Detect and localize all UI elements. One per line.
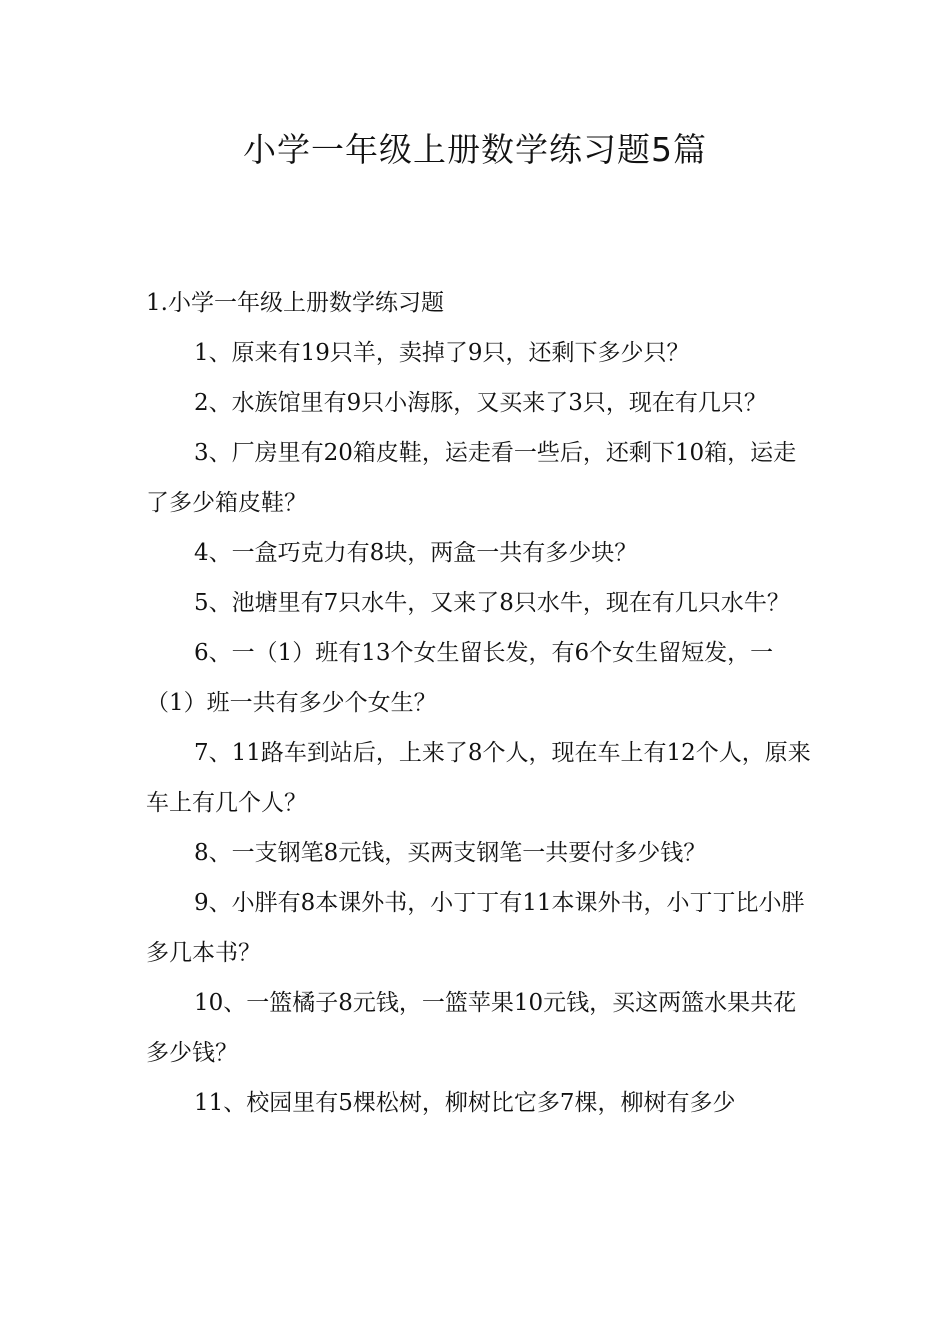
question-item: 10、一篮橘子8元钱，一篮苹果10元钱，买这两篮水果共花多少钱？: [146, 990, 797, 1066]
question-item: 4、一盒巧克力有8块，两盒一共有多少块？: [194, 540, 638, 566]
document-title: 小学一年级上册数学练习题5篇: [243, 130, 707, 169]
question-item: 1、原来有19只羊，卖掉了9只，还剩下多少只？: [194, 340, 690, 366]
document-body: [146, 278, 814, 1128]
question-item: 6、一（1）班有13个女生留长发，有6个女生留短发，一（1）班一共有多少个女生？: [146, 640, 774, 716]
question-item: 11、校园里有5棵松树，柳树比它多7棵，柳树有多少: [194, 1090, 736, 1116]
question-item: 8、一支钢笔8元钱，买两支钢笔一共要付多少钱？: [194, 840, 707, 866]
question-item: 3、厂房里有20箱皮鞋，运走看一些后，还剩下10箱，运走了多少箱皮鞋？: [146, 440, 797, 516]
question-item: 7、11路车到站后，上来了8个人，现在车上有12个人，原来车上有几个人？: [146, 740, 811, 816]
question-item: 2、水族馆里有9只小海豚，又买来了3只，现在有几只？: [194, 390, 767, 416]
question-item: 5、池塘里有7只水牛，又来了8只水牛，现在有几只水牛？: [194, 590, 790, 616]
section-heading: 1.小学一年级上册数学练习题: [146, 290, 444, 316]
question-item: 9、小胖有8本课外书，小丁丁有11本课外书，小丁丁比小胖多几本书？: [146, 890, 805, 966]
